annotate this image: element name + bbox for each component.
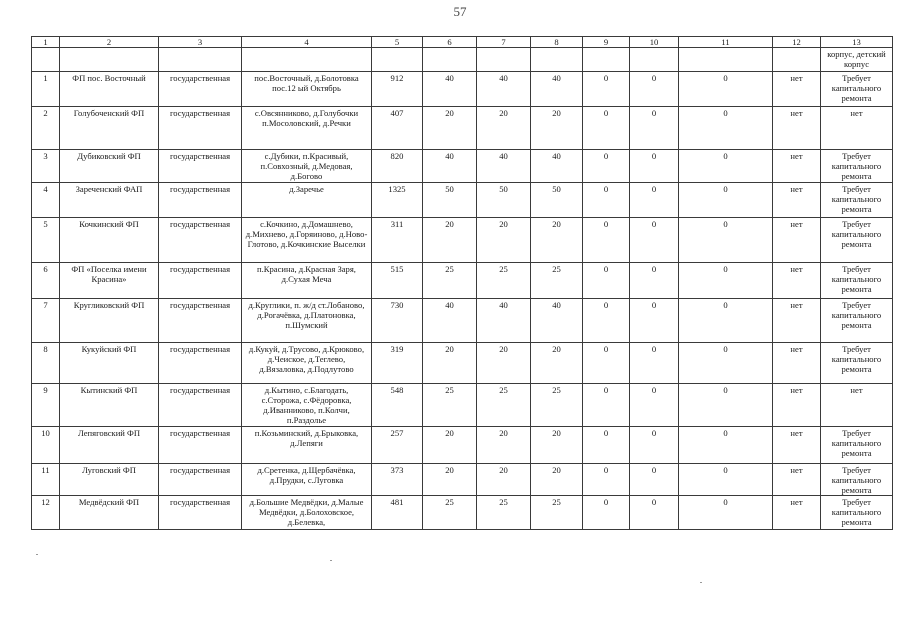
scan-speck bbox=[700, 582, 702, 583]
cell-col6-cell: 40 bbox=[423, 72, 477, 107]
condition-cell: Требует капитального ремонта bbox=[821, 299, 893, 343]
ownership-cell: государственная bbox=[159, 218, 242, 263]
row-index-cell: 1 bbox=[32, 72, 60, 107]
condition-cell: Требует капитального ремонта bbox=[821, 427, 893, 464]
cell-col7-cell: 20 bbox=[477, 218, 531, 263]
cell-col12-cell: нет bbox=[773, 263, 821, 299]
cell-col9-cell: 0 bbox=[583, 183, 630, 218]
cell-col8-cell: 20 bbox=[531, 343, 583, 384]
cell-col12-cell: нет bbox=[773, 427, 821, 464]
table-row bbox=[32, 464, 893, 496]
row-index-cell: 12 bbox=[32, 496, 60, 530]
cell-col8-cell: 20 bbox=[531, 218, 583, 263]
row-index-cell: 8 bbox=[32, 343, 60, 384]
settlements-cell: д.Круглики, п. ж/д ст.Лобаново, д.Рогачёвка, д.Платоновка, п.Шумский bbox=[242, 299, 372, 343]
cell-col6-cell: 50 bbox=[423, 183, 477, 218]
cell-col12-cell: нет bbox=[773, 299, 821, 343]
cell-col11-cell: 0 bbox=[679, 107, 773, 150]
cell-col12-cell: нет bbox=[773, 183, 821, 218]
ownership-cell: государственная bbox=[159, 427, 242, 464]
population-cell: 311 bbox=[372, 218, 423, 263]
ownership-cell: государственная bbox=[159, 107, 242, 150]
cell-col9-cell: 0 bbox=[583, 299, 630, 343]
cell-col12-cell: нет bbox=[773, 496, 821, 530]
ownership-cell: государственная bbox=[159, 263, 242, 299]
condition-cell: Требует капитального ремонта bbox=[821, 464, 893, 496]
settlements-cell: д.Кукуй, д.Трусово, д.Крюково, д.Чеиское, д.Теглево, д.Вязаловка, д.Подлутово bbox=[242, 343, 372, 384]
settlements-cell: с.Овсянниково, д.Голубочки п.Мосоловский, д.Речки bbox=[242, 107, 372, 150]
population-cell: 257 bbox=[372, 427, 423, 464]
condition-cell: нет bbox=[821, 107, 893, 150]
cell-col12-cell: нет bbox=[773, 107, 821, 150]
column-number-12: 12 bbox=[773, 37, 821, 48]
cell-col6-cell: 20 bbox=[423, 218, 477, 263]
cell-col11-cell: 0 bbox=[679, 218, 773, 263]
population-cell: 407 bbox=[372, 107, 423, 150]
cell-col6-cell: 25 bbox=[423, 496, 477, 530]
column-number-9: 9 bbox=[583, 37, 630, 48]
settlements-cell: с.Кочкино, д.Домашнево, д.Михнево, д.Горяиново, д.Ново-Глотово, д.Кочкинские Выселки bbox=[242, 218, 372, 263]
cell-col6-cell: 20 bbox=[423, 343, 477, 384]
table-row bbox=[32, 72, 893, 107]
cell-col6-cell: 20 bbox=[423, 107, 477, 150]
cell-col10-cell: 0 bbox=[630, 299, 679, 343]
cell-col6-cell: 40 bbox=[423, 150, 477, 183]
ownership-cell: государственная bbox=[159, 183, 242, 218]
facilities-table bbox=[31, 36, 893, 530]
cell-col10-cell: 0 bbox=[630, 343, 679, 384]
condition-cell: Требует капитального ремонта bbox=[821, 218, 893, 263]
table-row bbox=[32, 299, 893, 343]
column-number-10: 10 bbox=[630, 37, 679, 48]
table-row bbox=[32, 427, 893, 464]
cell-col11-cell: 0 bbox=[679, 464, 773, 496]
table-row bbox=[32, 343, 893, 384]
continuation-cell bbox=[372, 48, 423, 72]
cell-col12-cell: нет bbox=[773, 218, 821, 263]
cell-col10-cell: 0 bbox=[630, 427, 679, 464]
scan-speck bbox=[330, 560, 332, 561]
facility-name-cell: Кытинский ФП bbox=[60, 384, 159, 427]
cell-col9-cell: 0 bbox=[583, 218, 630, 263]
ownership-cell: государственная bbox=[159, 496, 242, 530]
facility-name-cell: ФП «Поселка имени Красина» bbox=[60, 263, 159, 299]
cell-col9-cell: 0 bbox=[583, 464, 630, 496]
population-cell: 912 bbox=[372, 72, 423, 107]
row-index-cell: 10 bbox=[32, 427, 60, 464]
ownership-cell: государственная bbox=[159, 72, 242, 107]
settlements-cell: д.Кытино, с.Благодать, с.Сторожа, с.Фёдоровка, д.Иванниково, п.Колчи, п.Раздолье bbox=[242, 384, 372, 427]
population-cell: 515 bbox=[372, 263, 423, 299]
row-index-cell: 7 bbox=[32, 299, 60, 343]
cell-col10-cell: 0 bbox=[630, 384, 679, 427]
continuation-cell bbox=[159, 48, 242, 72]
cell-col11-cell: 0 bbox=[679, 384, 773, 427]
settlements-cell: с.Дубики, п.Красивый, п.Совхозный, д.Медовая, д.Богово bbox=[242, 150, 372, 183]
cell-col6-cell: 20 bbox=[423, 427, 477, 464]
cell-col12-cell: нет bbox=[773, 384, 821, 427]
ownership-cell: государственная bbox=[159, 343, 242, 384]
cell-col7-cell: 20 bbox=[477, 343, 531, 384]
cell-col7-cell: 20 bbox=[477, 464, 531, 496]
row-index-cell: 5 bbox=[32, 218, 60, 263]
cell-col9-cell: 0 bbox=[583, 150, 630, 183]
column-number-2: 2 bbox=[60, 37, 159, 48]
cell-col6-cell: 20 bbox=[423, 464, 477, 496]
continuation-cell bbox=[583, 48, 630, 72]
cell-col7-cell: 20 bbox=[477, 427, 531, 464]
cell-col10-cell: 0 bbox=[630, 496, 679, 530]
cell-col6-cell: 25 bbox=[423, 384, 477, 427]
row-index-cell: 3 bbox=[32, 150, 60, 183]
settlements-cell: пос.Восточный, д.Болотовка пос.12 ый Октябрь bbox=[242, 72, 372, 107]
cell-col10-cell: 0 bbox=[630, 263, 679, 299]
table-row bbox=[32, 218, 893, 263]
cell-col9-cell: 0 bbox=[583, 107, 630, 150]
cell-col8-cell: 25 bbox=[531, 496, 583, 530]
population-cell: 1325 bbox=[372, 183, 423, 218]
facility-name-cell: Кочкинский ФП bbox=[60, 218, 159, 263]
facility-name-cell: Голубоченский ФП bbox=[60, 107, 159, 150]
cell-col8-cell: 25 bbox=[531, 263, 583, 299]
row-index-cell: 11 bbox=[32, 464, 60, 496]
cell-col9-cell: 0 bbox=[583, 496, 630, 530]
facility-name-cell: ФП пос. Восточный bbox=[60, 72, 159, 107]
continuation-cell bbox=[679, 48, 773, 72]
cell-col8-cell: 50 bbox=[531, 183, 583, 218]
ownership-cell: государственная bbox=[159, 384, 242, 427]
population-cell: 820 bbox=[372, 150, 423, 183]
cell-col9-cell: 0 bbox=[583, 263, 630, 299]
ownership-cell: государственная bbox=[159, 299, 242, 343]
population-cell: 730 bbox=[372, 299, 423, 343]
column-number-1: 1 bbox=[32, 37, 60, 48]
cell-col11-cell: 0 bbox=[679, 263, 773, 299]
cell-col12-cell: нет bbox=[773, 343, 821, 384]
continuation-cell bbox=[531, 48, 583, 72]
cell-col10-cell: 0 bbox=[630, 464, 679, 496]
cell-col9-cell: 0 bbox=[583, 427, 630, 464]
cell-col7-cell: 50 bbox=[477, 183, 531, 218]
facility-name-cell: Медвёдский ФП bbox=[60, 496, 159, 530]
continuation-row bbox=[32, 48, 893, 72]
row-index-cell: 9 bbox=[32, 384, 60, 427]
column-number-7: 7 bbox=[477, 37, 531, 48]
table-row bbox=[32, 150, 893, 183]
table-row bbox=[32, 107, 893, 150]
settlements-cell: д.Большие Медвёдки, д.Малые Медвёдки, д.Болоховское, д.Белевка, bbox=[242, 496, 372, 530]
column-number-8: 8 bbox=[531, 37, 583, 48]
facility-name-cell: Дубиковский ФП bbox=[60, 150, 159, 183]
cell-col8-cell: 20 bbox=[531, 464, 583, 496]
condition-cell: Требует капитального ремонта bbox=[821, 343, 893, 384]
cell-col7-cell: 40 bbox=[477, 299, 531, 343]
cell-col8-cell: 20 bbox=[531, 427, 583, 464]
condition-cell: Требует капитального ремонта bbox=[821, 150, 893, 183]
cell-col12-cell: нет bbox=[773, 150, 821, 183]
ownership-cell: государственная bbox=[159, 464, 242, 496]
condition-cell: Требует капитального ремонта bbox=[821, 72, 893, 107]
cell-col7-cell: 40 bbox=[477, 150, 531, 183]
cell-col7-cell: 20 bbox=[477, 107, 531, 150]
column-number-3: 3 bbox=[159, 37, 242, 48]
cell-col9-cell: 0 bbox=[583, 72, 630, 107]
facility-name-cell: Зареченский ФАП bbox=[60, 183, 159, 218]
cell-col7-cell: 25 bbox=[477, 263, 531, 299]
condition-cell: Требует капитального ремонта bbox=[821, 263, 893, 299]
settlements-cell: д.Заречье bbox=[242, 183, 372, 218]
population-cell: 481 bbox=[372, 496, 423, 530]
cell-col9-cell: 0 bbox=[583, 384, 630, 427]
column-number-11: 11 bbox=[679, 37, 773, 48]
continuation-cell bbox=[423, 48, 477, 72]
scan-speck bbox=[36, 554, 38, 555]
column-number-13: 13 bbox=[821, 37, 893, 48]
table-row bbox=[32, 384, 893, 427]
cell-col11-cell: 0 bbox=[679, 427, 773, 464]
cell-col12-cell: нет bbox=[773, 464, 821, 496]
settlements-cell: п.Красина, д.Красная Заря, д.Сухая Меча bbox=[242, 263, 372, 299]
condition-cell: Требует капитального ремонта bbox=[821, 496, 893, 530]
cell-col9-cell: 0 bbox=[583, 343, 630, 384]
facility-name-cell: Луговский ФП bbox=[60, 464, 159, 496]
continuation-cell bbox=[630, 48, 679, 72]
population-cell: 319 bbox=[372, 343, 423, 384]
cell-col6-cell: 40 bbox=[423, 299, 477, 343]
condition-cell: нет bbox=[821, 384, 893, 427]
row-index-cell: 6 bbox=[32, 263, 60, 299]
cell-col11-cell: 0 bbox=[679, 496, 773, 530]
cell-col10-cell: 0 bbox=[630, 107, 679, 150]
column-number-5: 5 bbox=[372, 37, 423, 48]
cell-col11-cell: 0 bbox=[679, 150, 773, 183]
row-index-cell: 2 bbox=[32, 107, 60, 150]
cell-col8-cell: 40 bbox=[531, 72, 583, 107]
population-cell: 373 bbox=[372, 464, 423, 496]
cell-col10-cell: 0 bbox=[630, 72, 679, 107]
facility-name-cell: Кукуйский ФП bbox=[60, 343, 159, 384]
settlements-cell: п.Козьминский, д.Брыковка, д.Лепяги bbox=[242, 427, 372, 464]
column-number-6: 6 bbox=[423, 37, 477, 48]
continuation-cell bbox=[32, 48, 60, 72]
cell-col11-cell: 0 bbox=[679, 72, 773, 107]
row-index-cell: 4 bbox=[32, 183, 60, 218]
cell-col8-cell: 40 bbox=[531, 299, 583, 343]
cell-col11-cell: 0 bbox=[679, 299, 773, 343]
table-row bbox=[32, 263, 893, 299]
column-number-4: 4 bbox=[242, 37, 372, 48]
settlements-cell: д.Сретенка, д.Щербачёвка, д.Прудки, с.Луговка bbox=[242, 464, 372, 496]
cell-col10-cell: 0 bbox=[630, 150, 679, 183]
cell-col11-cell: 0 bbox=[679, 183, 773, 218]
cell-col8-cell: 20 bbox=[531, 107, 583, 150]
table-row bbox=[32, 496, 893, 530]
ownership-cell: государственная bbox=[159, 150, 242, 183]
cell-col6-cell: 25 bbox=[423, 263, 477, 299]
cell-col12-cell: нет bbox=[773, 72, 821, 107]
continuation-cell bbox=[477, 48, 531, 72]
cell-col7-cell: 25 bbox=[477, 496, 531, 530]
facility-name-cell: Кругликовский ФП bbox=[60, 299, 159, 343]
continuation-cell bbox=[773, 48, 821, 72]
cell-col8-cell: 25 bbox=[531, 384, 583, 427]
continuation-cell: корпус, детский корпус bbox=[821, 48, 893, 72]
condition-cell: Требует капитального ремонта bbox=[821, 183, 893, 218]
facility-name-cell: Лепяговский ФП bbox=[60, 427, 159, 464]
column-number-row bbox=[32, 37, 893, 48]
cell-col8-cell: 40 bbox=[531, 150, 583, 183]
page-number: 57 bbox=[453, 4, 467, 19]
cell-col10-cell: 0 bbox=[630, 183, 679, 218]
cell-col7-cell: 40 bbox=[477, 72, 531, 107]
cell-col10-cell: 0 bbox=[630, 218, 679, 263]
continuation-cell bbox=[60, 48, 159, 72]
table-row bbox=[32, 183, 893, 218]
cell-col11-cell: 0 bbox=[679, 343, 773, 384]
population-cell: 548 bbox=[372, 384, 423, 427]
continuation-cell bbox=[242, 48, 372, 72]
cell-col7-cell: 25 bbox=[477, 384, 531, 427]
